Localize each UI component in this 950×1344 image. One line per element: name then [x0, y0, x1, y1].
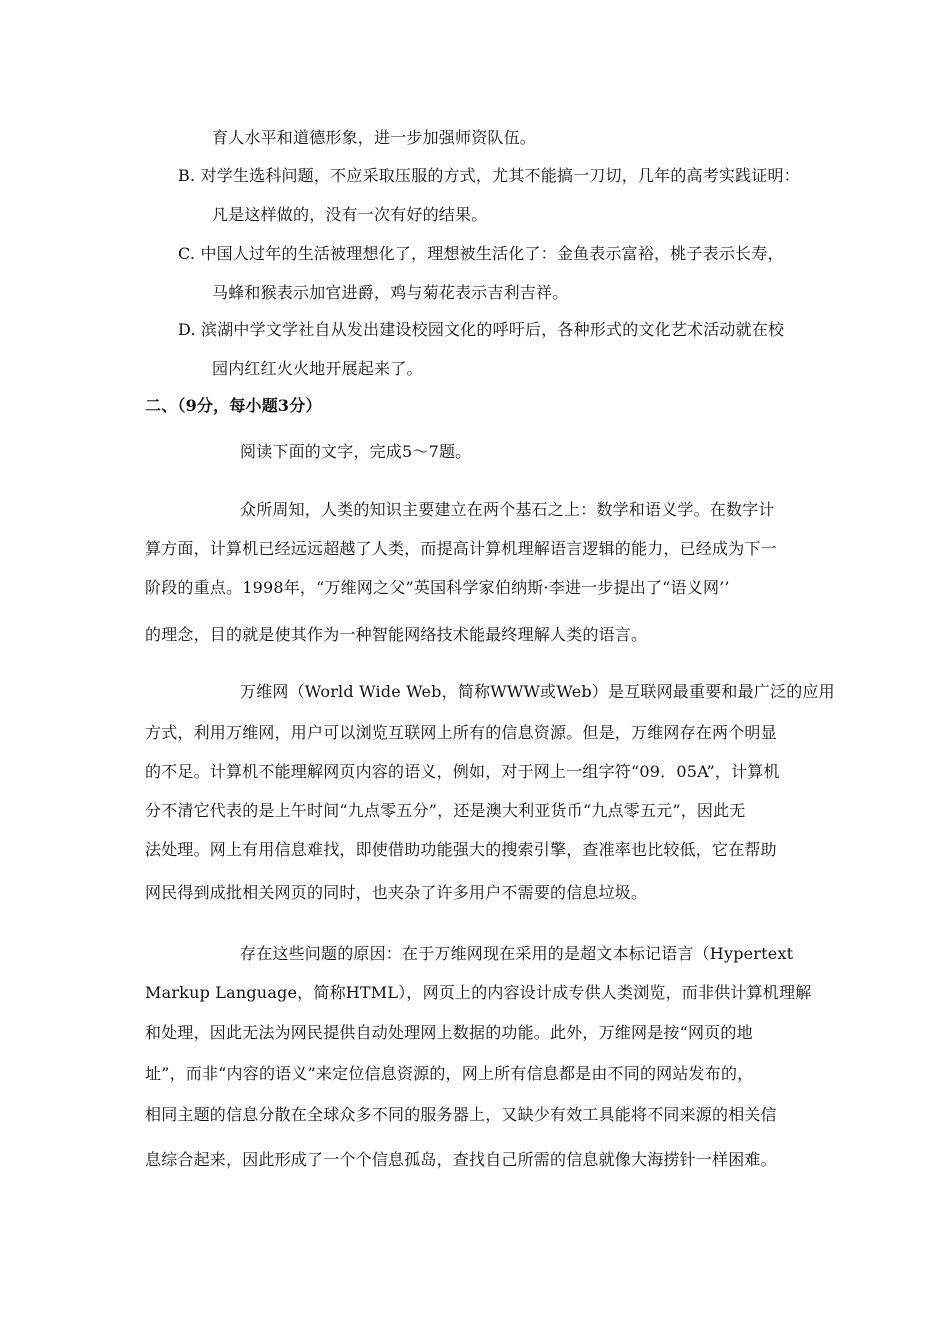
passage-p1-line-4: 的理念，目的就是使其作为一种智能网络技术能最终理解人类的语言。 [145, 625, 648, 644]
passage-p3-line-6: 息综合起来，因此形成了一个个信息孤岛，查找自己所需的信息就像大海捞针一样困难。 [145, 1150, 777, 1169]
passage-p2-line-4: 分不清它代表的是上午时间“九点零五分”，还是澳大利亚货币“九点零五元”，因此无 [145, 801, 746, 820]
option-c-line-1: C. 中国人过年的生活被理想化了，理想被生活化了：金鱼表示富裕，桃子表示长寿， [178, 244, 784, 263]
passage-p1-line-2: 算方面，计算机已经远远超越了人类，而提高计算机理解语言逻辑的能力，已经成为下一 [145, 539, 777, 558]
option-b-line-2: 凡是这样做的，没有一次有好的结果。 [212, 205, 488, 224]
section-two-instruction: 阅读下面的文字，完成5～7题。 [240, 442, 472, 461]
passage-p3-line-2: Markup Language，简称HTML），网页上的内容设计成专供人类浏览，而非供计算机理解 [145, 983, 812, 1002]
passage-p3-line-4: 址”，而非“内容的语义”来定位信息资源的，网上所有信息都是由不同的网站发布的， [145, 1064, 754, 1083]
passage-p3-line-1: 存在这些问题的原因：在于万维网现在采用的是超文本标记语言（Hypertext [240, 944, 794, 963]
passage-p3-line-5: 相同主题的信息分散在全球众多不同的服务器上，又缺少有效工具能将不同来源的相关信 [145, 1105, 777, 1124]
option-d-line-1: D. 滨湖中学文学社自从发出建设校园文化的呼吁后，各种形式的文化艺术活动就在校 [178, 320, 785, 339]
section-two-heading: 二、（9分，每小题3分） [145, 396, 322, 415]
passage-p2-line-6: 网民得到成批相关网页的同时，也夹杂了许多用户不需要的信息垃圾。 [145, 883, 648, 902]
passage-p3-line-3: 和处理，因此无法为网民提供自动处理网上数据的功能。此外，万维网是按“网页的地 [145, 1023, 753, 1042]
passage-p1-line-1: 众所周知，人类的知识主要建立在两个基石之上：数学和语义学。在数字计 [240, 500, 775, 519]
passage-p1-line-3: 阶段的重点。1998年，“万维网之父”英国科学家伯纳斯·李进一步提出了“语义网’’ [145, 578, 730, 597]
passage-p2-line-1: 万维网（World Wide Web，简称WWW或Web）是互联网最重要和最广泛的应用 [240, 682, 835, 701]
passage-p2-line-2: 方式，利用万维网，用户可以浏览互联网上所有的信息资源。但是，万维网存在两个明显 [145, 723, 777, 742]
option-c-line-2: 马蜂和猴表示加官进爵，鸡与菊花表示吉利吉祥。 [212, 283, 569, 302]
passage-p2-line-5: 法处理。网上有用信息难找，即使借助功能强大的搜索引擎，查准率也比较低，它在帮助 [145, 840, 777, 859]
passage-p2-line-3: 的不足。计算机不能理解网页内容的语义，例如，对于网上一组字符“09．05A”，计算机 [145, 762, 780, 781]
option-a-tail: 育人水平和道德形象，进一步加强师资队伍。 [212, 128, 537, 147]
option-d-line-2: 园内红红火火地开展起来了。 [212, 359, 423, 378]
option-b-line-1: B. 对学生选科问题，不应采取压服的方式，尤其不能搞一刀切，几年的高考实践证明： [178, 166, 800, 185]
